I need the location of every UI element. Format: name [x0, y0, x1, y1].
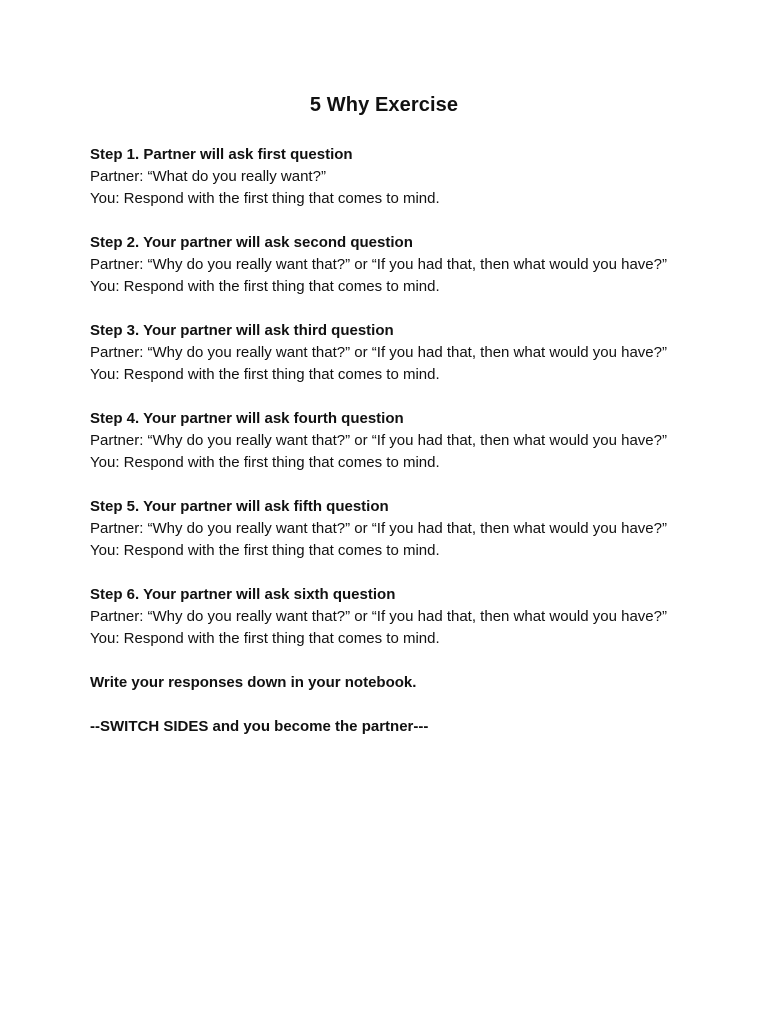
- partner-line: Partner: “Why do you really want that?” or “If you had that, then what would you have?”: [90, 432, 667, 449]
- you-line: You: Respond with the first thing that comes to mind.: [90, 278, 440, 295]
- partner-line: Partner: “Why do you really want that?” or “If you had that, then what would you have?”: [90, 344, 667, 361]
- step-3: [90, 320, 690, 386]
- step-6: [90, 584, 690, 650]
- partner-line: Partner: “Why do you really want that?” or “If you had that, then what would you have?”: [90, 608, 667, 625]
- step-heading: Step 6. Your partner will ask sixth question: [90, 586, 396, 603]
- switch-note: --SWITCH SIDES and you become the partner---: [90, 718, 429, 735]
- step-heading: Step 5. Your partner will ask fifth question: [90, 498, 389, 515]
- step-heading: Step 2. Your partner will ask second question: [90, 234, 413, 251]
- step-4: [90, 408, 690, 474]
- you-line: You: Respond with the first thing that comes to mind.: [90, 542, 440, 559]
- you-line: You: Respond with the first thing that comes to mind.: [90, 190, 440, 207]
- step-2: [90, 232, 690, 298]
- step-heading: Step 1. Partner will ask first question: [90, 146, 353, 163]
- step-heading: Step 4. Your partner will ask fourth question: [90, 410, 404, 427]
- step-5: [90, 496, 690, 562]
- document-title: 5 Why Exercise: [309, 94, 459, 116]
- you-line: You: Respond with the first thing that comes to mind.: [90, 366, 440, 383]
- document-body: [90, 144, 690, 760]
- partner-line: Partner: “Why do you really want that?” or “If you had that, then what would you have?”: [90, 520, 667, 537]
- step-heading: Step 3. Your partner will ask third question: [90, 322, 394, 339]
- you-line: You: Respond with the first thing that comes to mind.: [90, 454, 440, 471]
- partner-line: Partner: “Why do you really want that?” or “If you had that, then what would you have?”: [90, 256, 667, 273]
- partner-line: Partner: “What do you really want?”: [90, 168, 326, 185]
- you-line: You: Respond with the first thing that comes to mind.: [90, 630, 440, 647]
- step-1: [90, 144, 690, 210]
- write-note: Write your responses down in your notebook.: [90, 674, 417, 691]
